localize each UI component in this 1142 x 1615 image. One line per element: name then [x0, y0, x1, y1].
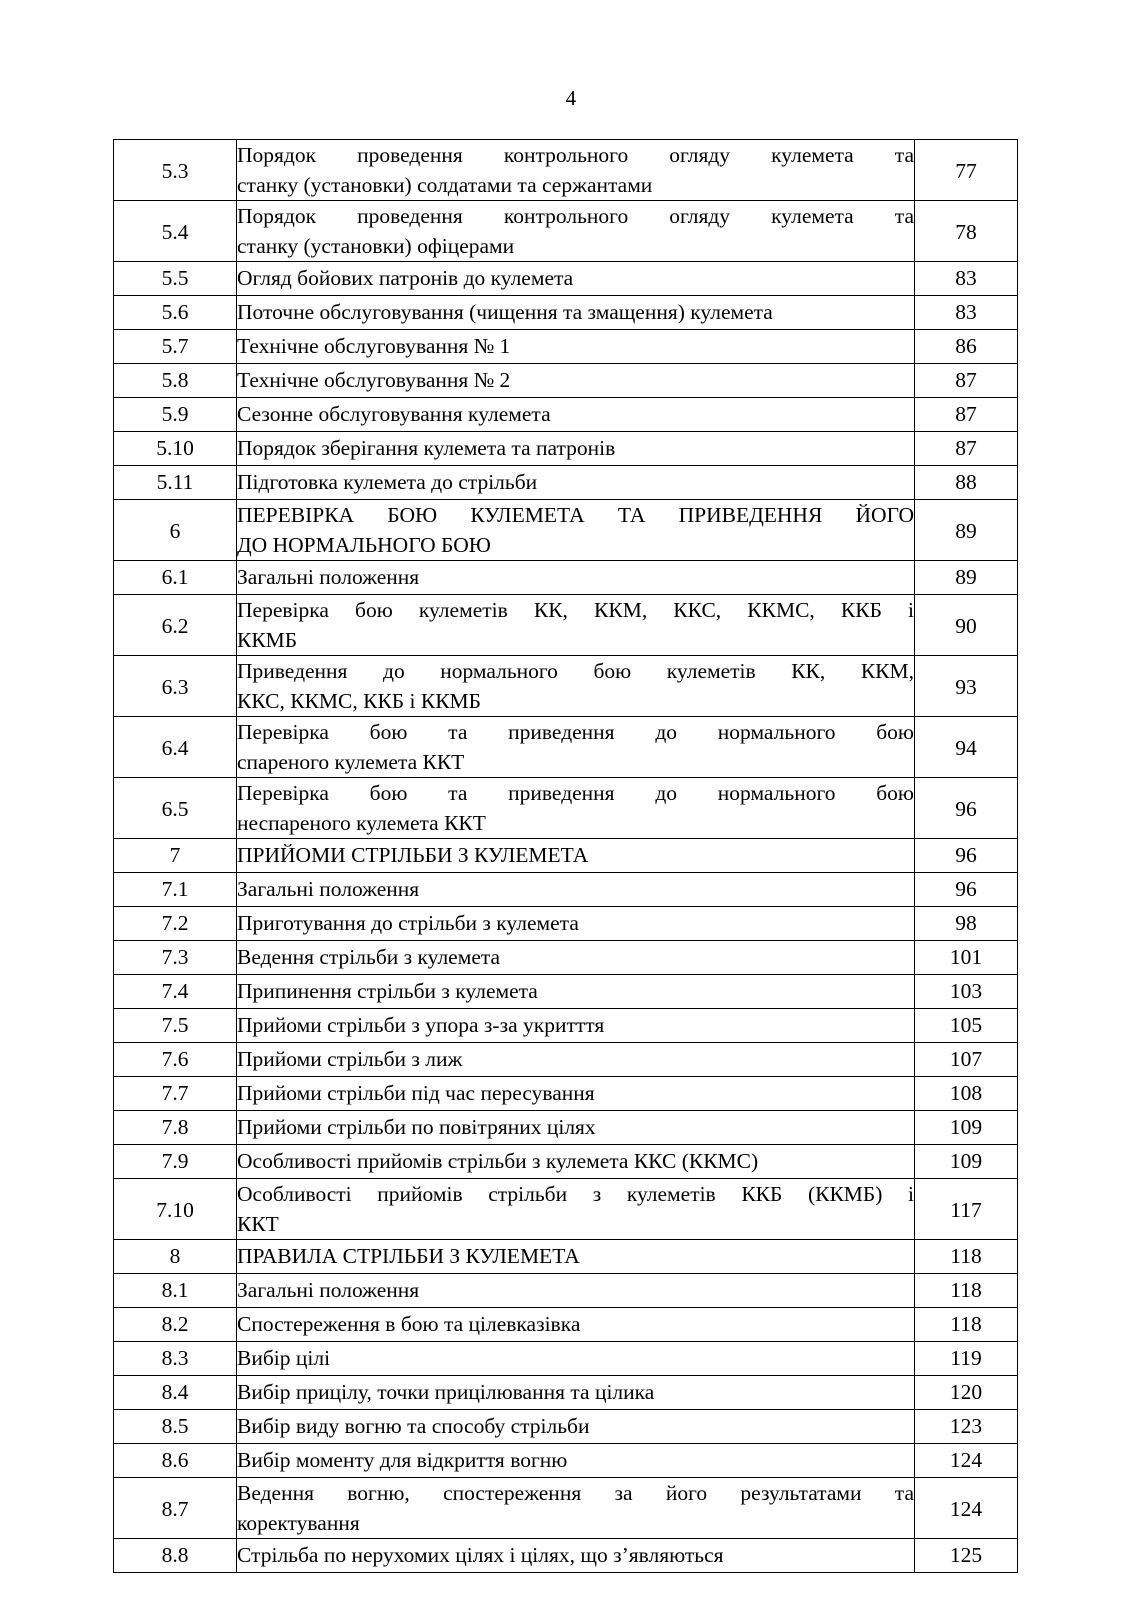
toc-page-number: 87: [915, 398, 1018, 432]
toc-section-title: [237, 1478, 915, 1539]
toc-row: [114, 1308, 1018, 1342]
toc-section-title: ПРИЙОМИ СТРІЛЬБИ З КУЛЕМЕТА: [237, 839, 915, 873]
toc-section-title: [237, 500, 915, 561]
toc-page-number: 96: [915, 873, 1018, 907]
toc-row: [114, 364, 1018, 398]
toc-section-title: [237, 717, 915, 778]
toc-row: [114, 466, 1018, 500]
toc-section-title: [237, 140, 915, 201]
toc-section-title: Підготовка кулемета до стрільби: [237, 466, 915, 500]
toc-section-title: Прийоми стрільби з лиж: [237, 1043, 915, 1077]
toc-row: [114, 717, 1018, 778]
toc-section-number: 5.5: [114, 262, 237, 296]
toc-row: [114, 1274, 1018, 1308]
toc-section-title: Прийоми стрільби під час пересування: [237, 1077, 915, 1111]
toc-section-number: 7.4: [114, 975, 237, 1009]
toc-title-line: спареного кулемета ККТ: [237, 750, 465, 774]
toc-title-line: неспареного кулемета ККТ: [237, 811, 486, 835]
toc-section-number: 8.4: [114, 1376, 237, 1410]
toc-page-number: 109: [915, 1145, 1018, 1179]
toc-row: [114, 1342, 1018, 1376]
toc-section-number: 7.5: [114, 1009, 237, 1043]
toc-page-number: 108: [915, 1077, 1018, 1111]
toc-row: [114, 1077, 1018, 1111]
toc-row: [114, 398, 1018, 432]
toc-page-number: 118: [915, 1274, 1018, 1308]
toc-title-line: станку (установки) солдатами та сержантами: [237, 173, 653, 197]
toc-title-line: ККС, ККМС, ККБ і ККМБ: [237, 689, 482, 713]
toc-row: [114, 975, 1018, 1009]
toc-section-title: Поточне обслуговування (чищення та змащення) кулемета: [237, 296, 915, 330]
toc-page-number: 124: [915, 1478, 1018, 1539]
toc-title-line: ККТ: [237, 1212, 279, 1236]
toc-page-number: 83: [915, 262, 1018, 296]
toc-page-number: 118: [915, 1240, 1018, 1274]
toc-title-line: Особливості прийомів стрільби з кулеметів ККБ (ККМБ) і: [237, 1182, 914, 1206]
toc-section-title: Технічне обслуговування № 2: [237, 364, 915, 398]
toc-title-line: Порядок проведення контрольного огляду кулемета та: [237, 143, 914, 167]
toc-section-number: 8.5: [114, 1410, 237, 1444]
toc-page-number: 89: [915, 500, 1018, 561]
toc-section-number: 5.6: [114, 296, 237, 330]
toc-table-container: [113, 139, 1017, 1573]
toc-section-number: 5.3: [114, 140, 237, 201]
toc-table-body: [114, 140, 1018, 1573]
toc-section-number: 8.6: [114, 1444, 237, 1478]
toc-page-number: 98: [915, 907, 1018, 941]
toc-section-number: 5.11: [114, 466, 237, 500]
toc-section-title: [237, 656, 915, 717]
toc-row: [114, 296, 1018, 330]
toc-section-title: Технічне обслуговування № 1: [237, 330, 915, 364]
toc-title-line: Порядок проведення контрольного огляду кулемета та: [237, 204, 914, 228]
toc-section-number: 6.2: [114, 595, 237, 656]
toc-table: [113, 139, 1018, 1573]
toc-section-title: Загальні положення: [237, 561, 915, 595]
toc-page-number: 109: [915, 1111, 1018, 1145]
toc-page-number: 83: [915, 296, 1018, 330]
toc-section-title: Особливості прийомів стрільби з кулемета ККС (ККМС): [237, 1145, 915, 1179]
toc-page-number: 87: [915, 432, 1018, 466]
toc-section-number: 7.2: [114, 907, 237, 941]
toc-page-number: 89: [915, 561, 1018, 595]
toc-row: [114, 1009, 1018, 1043]
toc-section-number: 5.9: [114, 398, 237, 432]
toc-section-number: 7.6: [114, 1043, 237, 1077]
toc-page-number: 90: [915, 595, 1018, 656]
toc-row: [114, 778, 1018, 839]
toc-title-line: станку (установки) офіцерами: [237, 234, 515, 258]
toc-section-number: 7.10: [114, 1179, 237, 1240]
toc-row: [114, 500, 1018, 561]
toc-section-number: 5.10: [114, 432, 237, 466]
toc-section-number: 6.4: [114, 717, 237, 778]
toc-section-title: Огляд бойових патронів до кулемета: [237, 262, 915, 296]
toc-title-line: Ведення вогню, спостереження за його результатами та: [237, 1481, 914, 1505]
toc-row: [114, 839, 1018, 873]
toc-title-line: коректування: [237, 1511, 360, 1535]
toc-section-title: Стрільба по нерухомих цілях і цілях, що з’являються: [237, 1539, 915, 1573]
toc-section-title: Приготування до стрільби з кулемета: [237, 907, 915, 941]
toc-section-number: 8: [114, 1240, 237, 1274]
toc-row: [114, 1376, 1018, 1410]
toc-section-number: 8.8: [114, 1539, 237, 1573]
toc-section-number: 7.7: [114, 1077, 237, 1111]
toc-page-number: 94: [915, 717, 1018, 778]
toc-row: [114, 330, 1018, 364]
toc-section-title: Вибір виду вогню та способу стрільби: [237, 1410, 915, 1444]
toc-page-number: 78: [915, 201, 1018, 262]
toc-section-number: 6.1: [114, 561, 237, 595]
toc-section-title: [237, 1179, 915, 1240]
toc-row: [114, 1444, 1018, 1478]
toc-page-number: 123: [915, 1410, 1018, 1444]
toc-row: [114, 656, 1018, 717]
toc-row: [114, 595, 1018, 656]
toc-section-number: 7.1: [114, 873, 237, 907]
toc-row: [114, 1145, 1018, 1179]
toc-page-number: 118: [915, 1308, 1018, 1342]
toc-row: [114, 1478, 1018, 1539]
toc-section-number: 6: [114, 500, 237, 561]
toc-page-number: 125: [915, 1539, 1018, 1573]
toc-row: [114, 1111, 1018, 1145]
toc-page-number: 105: [915, 1009, 1018, 1043]
toc-page-number: 103: [915, 975, 1018, 1009]
toc-title-line: ДО НОРМАЛЬНОГО БОЮ: [237, 533, 491, 557]
toc-title-line: Перевірка бою та приведення до нормального бою: [237, 781, 914, 805]
toc-section-number: 7.3: [114, 941, 237, 975]
toc-page-number: 96: [915, 839, 1018, 873]
toc-section-number: 8.2: [114, 1308, 237, 1342]
toc-section-title: Вибір моменту для відкриття вогню: [237, 1444, 915, 1478]
toc-row: [114, 1410, 1018, 1444]
toc-title-line: Перевірка бою кулеметів КК, ККМ, ККС, ККМС, ККБ і: [237, 598, 914, 622]
toc-page-number: 107: [915, 1043, 1018, 1077]
toc-section-number: 5.8: [114, 364, 237, 398]
toc-title-line: ПЕРЕВІРКА БОЮ КУЛЕМЕТА ТА ПРИВЕДЕННЯ ЙОГО: [237, 503, 914, 527]
toc-section-title: Прийоми стрільби з упора з-за укритття: [237, 1009, 915, 1043]
toc-row: [114, 432, 1018, 466]
toc-section-title: Прийоми стрільби по повітряних цілях: [237, 1111, 915, 1145]
toc-section-title: [237, 201, 915, 262]
toc-row: [114, 873, 1018, 907]
toc-row: [114, 1240, 1018, 1274]
toc-row: [114, 140, 1018, 201]
toc-row: [114, 1539, 1018, 1573]
toc-page-number: 88: [915, 466, 1018, 500]
toc-section-number: 8.1: [114, 1274, 237, 1308]
toc-page-number: 86: [915, 330, 1018, 364]
toc-section-number: 7.9: [114, 1145, 237, 1179]
toc-section-title: Спостереження в бою та цілевказівка: [237, 1308, 915, 1342]
toc-title-line: Перевірка бою та приведення до нормального бою: [237, 720, 914, 744]
toc-page-number: 119: [915, 1342, 1018, 1376]
toc-page-number: 93: [915, 656, 1018, 717]
toc-section-number: 6.5: [114, 778, 237, 839]
toc-section-number: 8.7: [114, 1478, 237, 1539]
toc-page-number: 77: [915, 140, 1018, 201]
toc-section-title: Сезонне обслуговування кулемета: [237, 398, 915, 432]
toc-row: [114, 201, 1018, 262]
toc-title-line: ККМБ: [237, 628, 298, 652]
toc-row: [114, 1043, 1018, 1077]
toc-page-number: 120: [915, 1376, 1018, 1410]
toc-section-number: 7: [114, 839, 237, 873]
toc-section-title: Порядок зберігання кулемета та патронів: [237, 432, 915, 466]
toc-section-title: Загальні положення: [237, 1274, 915, 1308]
toc-section-number: 5.4: [114, 201, 237, 262]
toc-section-title: [237, 595, 915, 656]
toc-section-title: [237, 778, 915, 839]
toc-section-title: ПРАВИЛА СТРІЛЬБИ З КУЛЕМЕТА: [237, 1240, 915, 1274]
toc-title-line: Приведення до нормального бою кулеметів КК, ККМ,: [237, 659, 914, 683]
toc-section-title: Ведення стрільби з кулемета: [237, 941, 915, 975]
toc-section-number: 7.8: [114, 1111, 237, 1145]
toc-page-number: 101: [915, 941, 1018, 975]
toc-section-title: Загальні положення: [237, 873, 915, 907]
page-number: 4: [565, 86, 577, 110]
toc-section-title: Вибір цілі: [237, 1342, 915, 1376]
toc-section-number: 5.7: [114, 330, 237, 364]
toc-page-number: 96: [915, 778, 1018, 839]
toc-row: [114, 941, 1018, 975]
toc-section-number: 6.3: [114, 656, 237, 717]
toc-page-number: 124: [915, 1444, 1018, 1478]
toc-section-title: Вибір прицілу, точки прицілювання та цілика: [237, 1376, 915, 1410]
toc-row: [114, 907, 1018, 941]
toc-row: [114, 262, 1018, 296]
toc-page-number: 117: [915, 1179, 1018, 1240]
toc-section-title: Припинення стрільби з кулемета: [237, 975, 915, 1009]
toc-row: [114, 1179, 1018, 1240]
toc-page-number: 87: [915, 364, 1018, 398]
toc-section-number: 8.3: [114, 1342, 237, 1376]
toc-row: [114, 561, 1018, 595]
